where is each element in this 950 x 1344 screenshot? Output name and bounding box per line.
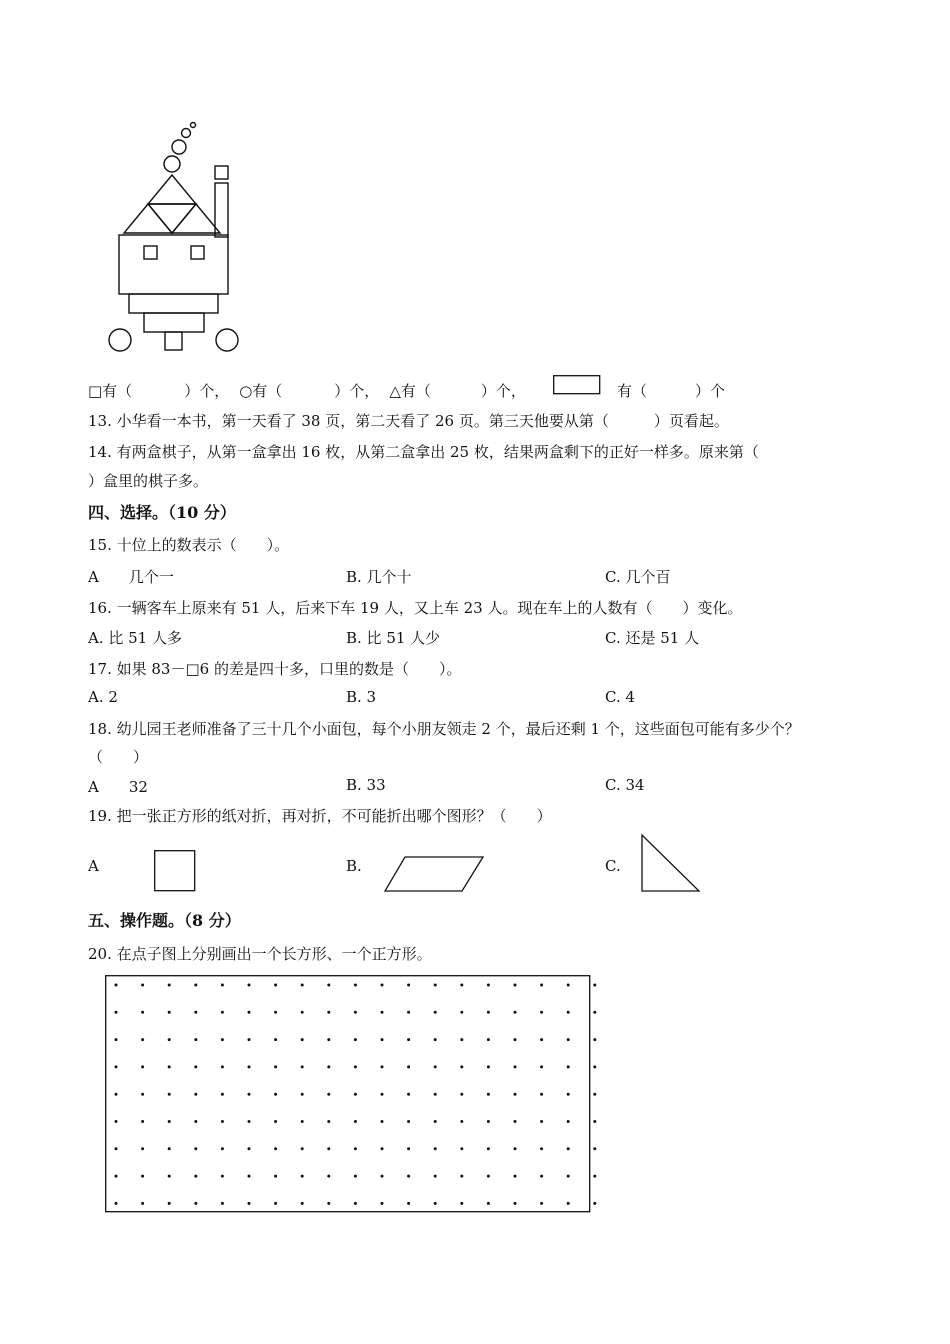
grid-dot (460, 1093, 463, 1096)
grid-dot (301, 1093, 304, 1096)
square-count-after: ）个， (184, 382, 230, 400)
grid-dot (514, 1011, 517, 1014)
grid-dot (327, 1147, 330, 1150)
grid-dot (514, 1202, 517, 1205)
grid-dot (567, 1038, 570, 1041)
grid-dot (327, 1202, 330, 1205)
q18-option-a: A 32 (88, 778, 148, 796)
grid-dot (221, 984, 224, 987)
grid-dot (567, 1147, 570, 1150)
grid-dot (115, 984, 118, 987)
grid-dot (327, 1065, 330, 1068)
grid-dot (274, 1093, 277, 1096)
grid-dot (248, 1093, 251, 1096)
grid-dot (248, 1011, 251, 1014)
grid-dot (168, 1065, 171, 1068)
grid-dot (407, 1011, 410, 1014)
grid-dot (168, 1093, 171, 1096)
grid-dot (487, 1175, 490, 1178)
triangle-count-after: ）个， (480, 382, 526, 400)
grid-dot (593, 1120, 596, 1123)
grid-dot (141, 1147, 144, 1150)
grid-dot (460, 1120, 463, 1123)
grid-dot (301, 1038, 304, 1041)
grid-dot (221, 1011, 224, 1014)
grid-dot (327, 1175, 330, 1178)
grid-dot (514, 1120, 517, 1123)
grid-dot (194, 1065, 197, 1068)
grid-dot (168, 1175, 171, 1178)
grid-dot (168, 1011, 171, 1014)
grid-dot (381, 1093, 384, 1096)
grid-dot (487, 1011, 490, 1014)
grid-dot (301, 1011, 304, 1014)
grid-dot (327, 984, 330, 987)
grid-dot (567, 1093, 570, 1096)
grid-dot (434, 1038, 437, 1041)
grid-dot (593, 1011, 596, 1014)
circle-count-after: ）个， (334, 382, 380, 400)
grid-dot (593, 1202, 596, 1205)
section-5-heading: 五、操作题。（8 分） (88, 911, 241, 930)
grid-dot (221, 1120, 224, 1123)
q19-option-b: B. (346, 857, 362, 875)
grid-dot (248, 1147, 251, 1150)
rect-count-after: ）个 (695, 382, 726, 400)
dot-grid[interactable] (105, 975, 591, 1213)
q17-option-a: A. 2 (88, 688, 118, 706)
q17-option-b: B. 3 (346, 688, 377, 706)
q19-option-a: A (88, 857, 99, 875)
grid-dot (248, 1065, 251, 1068)
grid-dot (221, 1038, 224, 1041)
triangle-count-label: △有（ (389, 382, 431, 400)
grid-dot (381, 1147, 384, 1150)
grid-dot (434, 1011, 437, 1014)
grid-dot (434, 1202, 437, 1205)
grid-dot (354, 1065, 357, 1068)
grid-dot (593, 1175, 596, 1178)
grid-dot (354, 1147, 357, 1150)
grid-dot (301, 1175, 304, 1178)
grid-dot (487, 1147, 490, 1150)
grid-dot (221, 1093, 224, 1096)
grid-dot (514, 1147, 517, 1150)
grid-dot (274, 1011, 277, 1014)
q15-option-a: A 几个一 (88, 568, 174, 586)
grid-dot (407, 1065, 410, 1068)
grid-dot (354, 1175, 357, 1178)
grid-dot (381, 1065, 384, 1068)
grid-dot (434, 1065, 437, 1068)
grid-dot (487, 1093, 490, 1096)
grid-dot (354, 1120, 357, 1123)
grid-dot (141, 1202, 144, 1205)
grid-dot (487, 1065, 490, 1068)
grid-dot (274, 984, 277, 987)
grid-dot (434, 1093, 437, 1096)
grid-dot (540, 1038, 543, 1041)
q15-option-b: B. 几个十 (346, 568, 412, 586)
grid-dot (301, 1202, 304, 1205)
grid-dot (540, 1011, 543, 1014)
grid-dot (141, 1065, 144, 1068)
grid-dot (460, 984, 463, 987)
grid-dot (327, 1038, 330, 1041)
grid-dot (460, 1011, 463, 1014)
question-20: 20. 在点子图上分别画出一个长方形、一个正方形。 (88, 945, 432, 963)
grid-dot (407, 1147, 410, 1150)
grid-dot (460, 1065, 463, 1068)
grid-dot (327, 1120, 330, 1123)
grid-dot (194, 1093, 197, 1096)
grid-dot (274, 1120, 277, 1123)
grid-dot (221, 1202, 224, 1205)
grid-dot (514, 1038, 517, 1041)
grid-dot (487, 984, 490, 987)
grid-dot (168, 1120, 171, 1123)
grid-dot (593, 1147, 596, 1150)
grid-dot (115, 1038, 118, 1041)
grid-dot (407, 1093, 410, 1096)
grid-dot (381, 1202, 384, 1205)
q16-option-b: B. 比 51 人少 (346, 629, 441, 647)
grid-dot (487, 1038, 490, 1041)
grid-dot (141, 1038, 144, 1041)
grid-dot (221, 1147, 224, 1150)
grid-dot (381, 1038, 384, 1041)
q19-square-shape (154, 850, 196, 892)
question-14-line1: 14. 有两盒棋子，从第一盒拿出 16 枚，从第二盒拿出 25 枚，结果两盒剩下的正好一样多。原来第（ (88, 443, 759, 461)
grid-dot (567, 1011, 570, 1014)
grid-dot (460, 1038, 463, 1041)
grid-dot (168, 984, 171, 987)
grid-dot (301, 1065, 304, 1068)
grid-dot (248, 1120, 251, 1123)
grid-dot (248, 1175, 251, 1178)
grid-dot (327, 1011, 330, 1014)
rect-count-label: 有（ (617, 382, 648, 400)
q19-parallelogram-shape (384, 856, 484, 892)
grid-dot (141, 984, 144, 987)
grid-dot (327, 1093, 330, 1096)
grid-dot (593, 984, 596, 987)
section-4-heading: 四、选择。（10 分） (88, 503, 236, 522)
q16-option-a: A. 比 51 人多 (88, 629, 182, 647)
shape-house-figure (104, 118, 244, 358)
grid-dot (301, 984, 304, 987)
q18-option-b: B. 33 (346, 776, 386, 794)
grid-dot (354, 1202, 357, 1205)
grid-dot (194, 1175, 197, 1178)
grid-dot (115, 1011, 118, 1014)
grid-dot (540, 984, 543, 987)
question-13: 13. 小华看一本书，第一天看了 38 页，第二天看了 26 页。第三天他要从第（ ）页看起。 (88, 412, 729, 430)
grid-dot (593, 1038, 596, 1041)
grid-dot (115, 1202, 118, 1205)
grid-dot (274, 1147, 277, 1150)
question-19: 19. 把一张正方形的纸对折，再对折，不可能折出哪个图形？（ ） (88, 807, 552, 825)
grid-dot (354, 1093, 357, 1096)
q19-option-c: C. (605, 857, 621, 875)
grid-dot (354, 1038, 357, 1041)
grid-dot (593, 1065, 596, 1068)
grid-dot (301, 1120, 304, 1123)
grid-dot (248, 1038, 251, 1041)
shape-count-line (88, 380, 526, 401)
grid-dot (168, 1202, 171, 1205)
grid-dot (221, 1175, 224, 1178)
circle-count-label: ○有（ (239, 382, 283, 400)
grid-dot (460, 1175, 463, 1178)
grid-dot (540, 1147, 543, 1150)
grid-dot (540, 1202, 543, 1205)
grid-dot (567, 1175, 570, 1178)
grid-dot (567, 1120, 570, 1123)
grid-dot (487, 1202, 490, 1205)
grid-dot (407, 1038, 410, 1041)
grid-dot (115, 1175, 118, 1178)
grid-dot (141, 1175, 144, 1178)
rect-count (617, 380, 725, 401)
question-18-blank: （ ） (88, 748, 149, 766)
rectangle-icon (553, 375, 601, 395)
grid-dot (593, 1093, 596, 1096)
grid-dot (407, 1202, 410, 1205)
grid-dot (567, 984, 570, 987)
grid-dot (115, 1120, 118, 1123)
question-15: 15. 十位上的数表示（ ）。 (88, 536, 290, 554)
grid-dot (194, 984, 197, 987)
grid-dot (141, 1011, 144, 1014)
grid-dot (141, 1093, 144, 1096)
grid-dot (487, 1120, 490, 1123)
grid-dot (274, 1202, 277, 1205)
grid-dot (168, 1038, 171, 1041)
grid-dot (221, 1065, 224, 1068)
grid-dot (274, 1038, 277, 1041)
grid-dot (194, 1147, 197, 1150)
grid-dot (274, 1175, 277, 1178)
square-count-label: □有（ (88, 382, 133, 400)
grid-dot (540, 1065, 543, 1068)
grid-dot (434, 1147, 437, 1150)
grid-dot (248, 1202, 251, 1205)
grid-dot (381, 984, 384, 987)
q16-option-c: C. 还是 51 人 (605, 629, 700, 647)
grid-dot (407, 1120, 410, 1123)
grid-dot (381, 1120, 384, 1123)
grid-dot (194, 1038, 197, 1041)
grid-dot (301, 1147, 304, 1150)
grid-dot (194, 1202, 197, 1205)
question-14-line2: ）盒里的棋子多。 (88, 472, 209, 490)
grid-dot (354, 984, 357, 987)
grid-dot (567, 1065, 570, 1068)
grid-dot (567, 1202, 570, 1205)
grid-dot (514, 1065, 517, 1068)
grid-dot (141, 1120, 144, 1123)
q19-right-triangle-shape (641, 834, 701, 892)
q18-option-c: C. 34 (605, 776, 645, 794)
grid-dot (434, 1120, 437, 1123)
grid-dot (194, 1120, 197, 1123)
grid-dot (540, 1175, 543, 1178)
grid-dot (115, 1147, 118, 1150)
grid-dot (540, 1120, 543, 1123)
grid-dot (540, 1093, 543, 1096)
grid-dot (460, 1147, 463, 1150)
grid-dot (514, 984, 517, 987)
grid-dot (460, 1202, 463, 1205)
grid-dot (434, 1175, 437, 1178)
grid-dot (194, 1011, 197, 1014)
q17-option-c: C. 4 (605, 688, 636, 706)
grid-dot (381, 1011, 384, 1014)
grid-dot (514, 1175, 517, 1178)
question-18: 18. 幼儿园王老师准备了三十几个小面包，每个小朋友领走 2 个，最后还剩 1 个，这些面包可能有多少个？ (88, 720, 800, 738)
grid-dot (274, 1065, 277, 1068)
grid-dot (248, 984, 251, 987)
grid-dot (354, 1011, 357, 1014)
question-16: 16. 一辆客车上原来有 51 人，后来下车 19 人，又上车 23 人。现在车上的人数有（ ）变化。 (88, 599, 743, 617)
grid-dot (514, 1093, 517, 1096)
grid-dot (407, 984, 410, 987)
grid-dot (381, 1175, 384, 1178)
grid-dot (434, 984, 437, 987)
grid-dot (407, 1175, 410, 1178)
q15-option-c: C. 几个百 (605, 568, 671, 586)
grid-dot (115, 1065, 118, 1068)
grid-dot (115, 1093, 118, 1096)
question-17: 17. 如果 83－□6 的差是四十多，口里的数是（ ）。 (88, 660, 462, 678)
grid-dot (168, 1147, 171, 1150)
